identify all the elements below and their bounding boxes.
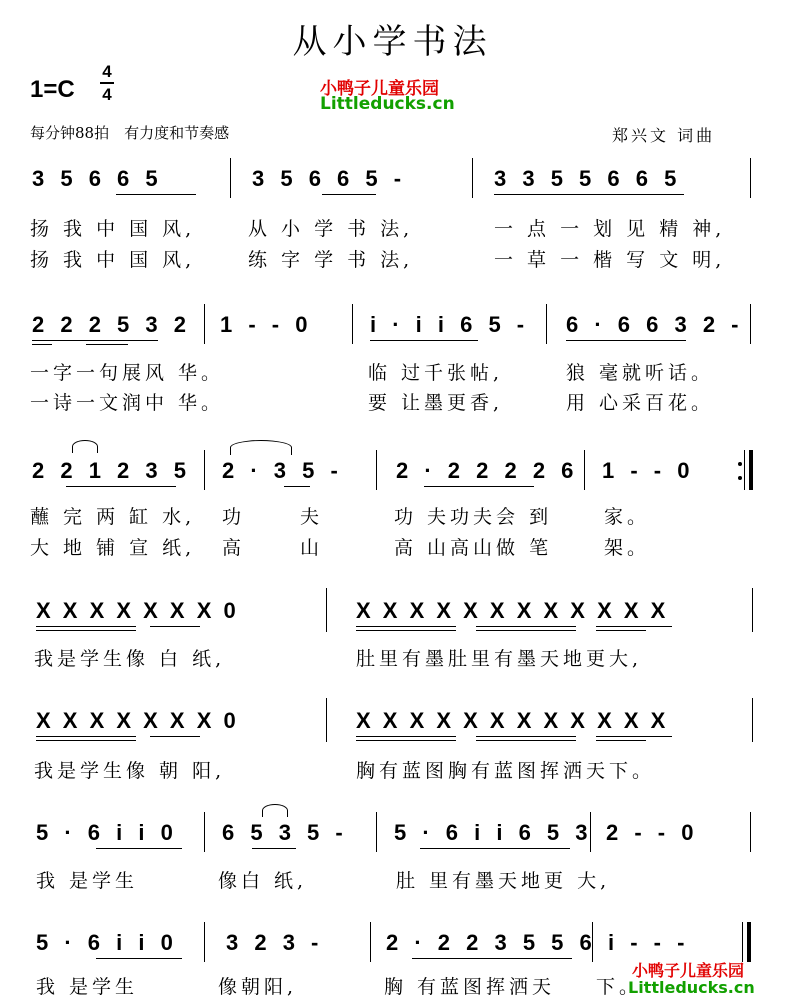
lyric-3-2d: 高 山高山做 笔 [394,537,553,559]
measure-12-rhythm: X X X X X X X 0 [36,598,239,623]
measure-11-notes: 1 - - 0 [602,458,695,483]
lyric-2-2b: 要 让墨更香, [368,392,504,414]
lyric-5a: 我是学生像 朝 阳, [34,760,226,782]
measure-19-notes: 2 - - 0 [606,820,699,845]
watermark-bottom-cn: 小鸭子儿童乐园 [632,961,745,980]
lyric-3-2e: 架。 [604,537,651,559]
measure-1-notes: 3 5 6 6 5 [32,166,163,191]
lyric-3-1c: 夫 [300,506,324,528]
measure-23-notes: i - - - [608,930,690,955]
lyric-1-1a: 扬 我 中 国 风, [30,218,196,240]
lyric-2-1b: 临 过千张帖, [368,362,504,384]
lyric-3-2c: 山 [300,537,324,559]
lyric-3-2b: 高 [222,537,246,559]
measure-14-rhythm: X X X X X X X 0 [36,708,239,733]
measure-5-notes: 1 - - 0 [220,312,313,337]
song-title: 从小学书法 [292,22,493,62]
lyric-3-1d: 功 夫功夫会 到 [394,506,553,528]
lyric-1-1c: 一 点 一 划 见 精 神, [494,218,726,240]
measure-21-notes: 3 2 3 - [226,930,324,955]
measure-18-notes: 5 · 6 i i 6 5 3 [394,820,593,845]
lyric-2-1c: 狼 毫就听话。 [566,362,715,384]
lyric-1-2a: 扬 我 中 国 风, [30,249,196,271]
time-signature-top: 4 [102,62,112,81]
lyric-7a: 我 是学生 [36,976,139,998]
measure-9-notes: 2 · 3 5 - [222,458,343,483]
measure-20-notes: 5 · 6 i i 0 [36,930,178,955]
author-credit: 郑兴文 词曲 [612,126,716,145]
measure-15-rhythm: X X X X X X X X X X X X [356,708,669,733]
lyric-6a: 我 是学生 [36,870,139,892]
watermark-top-en: Littleducks.cn [320,94,455,114]
lyric-7d: 下。 [596,976,643,998]
lyric-1-2c: 一 草 一 楷 写 文 明, [494,249,726,271]
tempo-marking: 每分钟88拍 有力度和节奏感 [30,124,230,142]
lyric-1-2b: 练 字 学 书 法, [248,249,414,271]
lyric-4b: 肚里有墨肚里有墨天地更大, [356,648,643,670]
lyric-6b: 像白 纸, [218,870,308,892]
measure-17-notes: 6 5 3 5 - [222,820,348,845]
lyric-1-1b: 从 小 学 书 法, [248,218,414,240]
time-signature [100,62,114,104]
lyric-4a: 我是学生像 白 纸, [34,648,226,670]
lyric-3-1b: 功 [222,506,246,528]
watermark-bottom-en: Littleducks.cn [628,978,755,997]
measure-10-notes: 2 · 2 2 2 2 6 [396,458,579,483]
measure-3-notes: 3 3 5 5 6 6 5 [494,166,682,191]
measure-7-notes: 6 · 6 6 3 2 - [566,312,744,337]
measure-6-notes: i · i i 6 5 - [370,312,530,337]
measure-8-notes: 2 2 1 2 3 5 [32,458,191,483]
lyric-3-2a: 大 地 铺 宣 纸, [30,537,196,559]
measure-16-notes: 5 · 6 i i 0 [36,820,178,845]
lyric-5b: 胸有蓝图胸有蓝图挥洒天下。 [356,760,656,782]
lyric-3-1a: 蘸 完 两 缸 水, [30,506,196,528]
lyric-7b: 像朝阳, [218,976,298,998]
watermark-top-cn: 小鸭子儿童乐园 [320,79,439,99]
lyric-3-1e: 家。 [604,506,651,528]
key-signature: 1=C [30,76,75,103]
lyric-7c: 胸 有蓝图挥洒天 [384,976,556,998]
lyric-2-2c: 用 心采百花。 [566,392,715,414]
measure-2-notes: 3 5 6 6 5 - [252,166,407,191]
lyric-2-2a: 一诗一文润中 华。 [30,392,225,414]
lyric-2-1a: 一字一句展风 华。 [30,362,225,384]
measure-4-notes: 2 2 2 5 3 2 [32,312,191,337]
measure-22-notes: 2 · 2 2 3 5 5 6 [386,930,597,955]
lyric-6c: 肚 里有墨天地更 大, [396,870,611,892]
time-signature-bottom: 4 [102,85,112,104]
measure-13-rhythm: X X X X X X X X X X X X [356,598,669,623]
